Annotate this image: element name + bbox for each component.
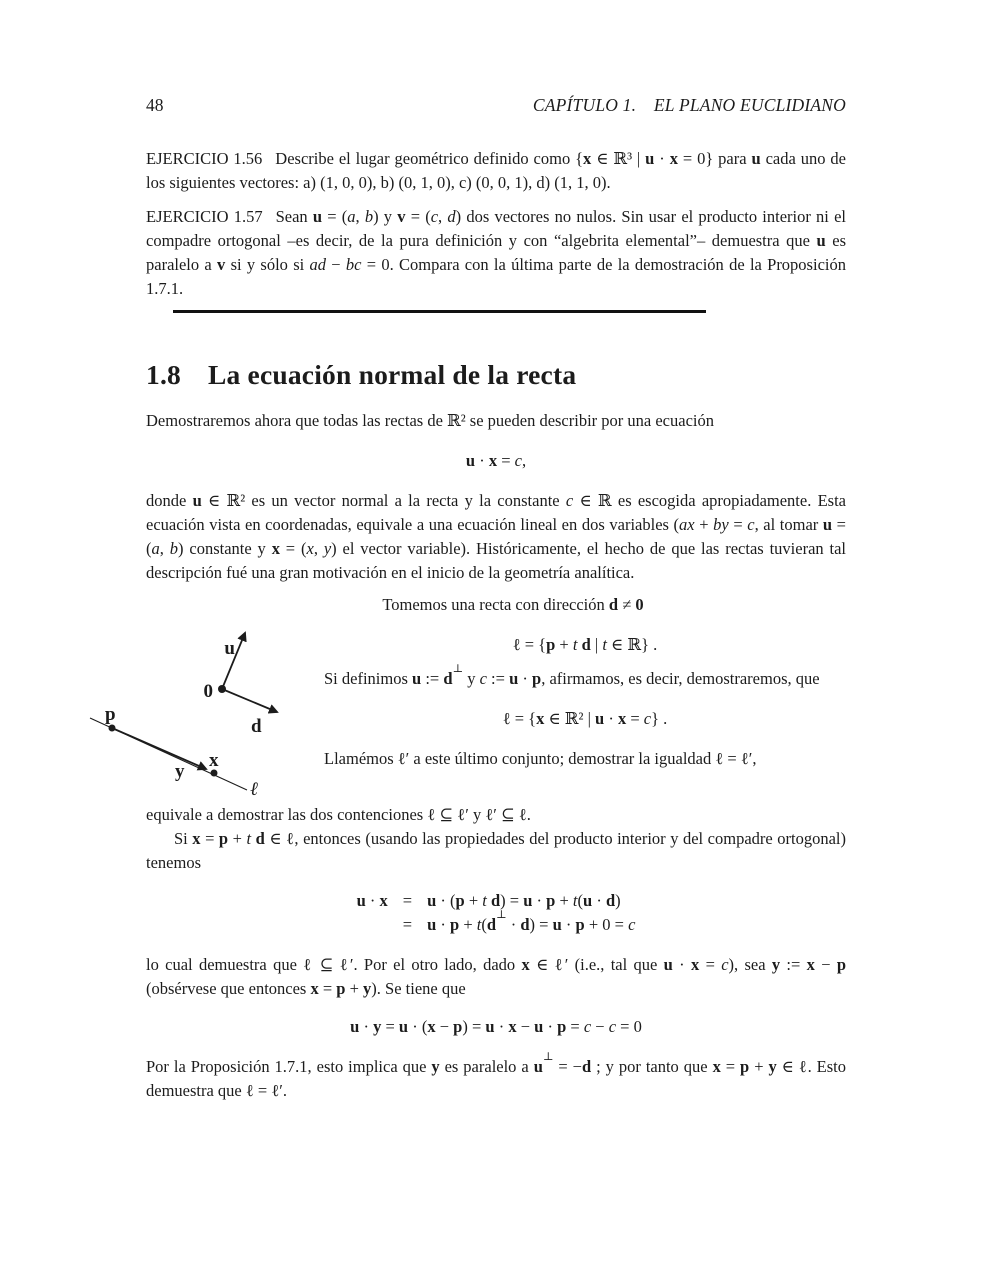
label-origin: 0 xyxy=(203,681,213,702)
aligned-equations xyxy=(357,889,636,937)
text-column xyxy=(105,93,847,1103)
exercise-label: EJERCICIO 1.56 xyxy=(146,149,263,168)
paragraph-donde: donde u ∈ ℝ² es un vector normal a la recta y la constante c ∈ ℝ es escogida apropiadamente. Esta ecuación vista en coordenadas, equivale a una ecuación lineal en dos variables (ax + by = c, al tomar u = (a, b) constante y x = (x, y) el vector variable). Históricamente, el hecho de que las rectas tuvieran tal descripción fué una gran motivación en el inicio de la geometría analítica. xyxy=(146,491,847,582)
vector-d-arrow xyxy=(222,689,277,712)
equation-relation: = xyxy=(402,915,413,934)
page-number: 48 xyxy=(146,95,164,115)
exercise-1-57 xyxy=(146,205,846,301)
equation-line-parametric: ℓ = {p + t d | t ∈ ℝ} . xyxy=(512,635,658,654)
exercise-text: Describe el lugar geométrico definido como {x ∈ ℝ³ | u · x = 0} para u cada uno de los siguientes vectores: a) (1, 0, 0), b) (0, 1, 0), c) (0, 0, 1), d) (1, 1, 0). xyxy=(146,149,846,192)
paragraph-llamemos-2: equivale a demostrar las dos contenciones ℓ ⊆ ℓ′ y ℓ′ ⊆ ℓ. xyxy=(146,805,531,824)
paragraph-llamemos-1: Llamémos ℓ′ a este último conjunto; demostrar la igualdad ℓ = ℓ′, xyxy=(324,749,757,768)
paragraph-intro: Demostraremos ahora que todas las rectas de ℝ² se pueden describir por una ecuación xyxy=(146,411,714,430)
equation-lhs: u · x xyxy=(356,891,388,910)
exercise-1-56 xyxy=(146,147,846,195)
running-header xyxy=(146,93,846,117)
separator-rule xyxy=(173,310,706,313)
point-p-dot xyxy=(109,725,116,732)
equation-line-normal-set: ℓ = {x ∈ ℝ² | u · x = c} . xyxy=(502,709,668,728)
exercise-text: Sean u = (a, b) y v = (c, d) dos vectores no nulos. Sin usar el producto interior ni el compadre ortogonal –es decir, de la pura definición y con “algebrita elemental”– demuestra que u es paralelo a v si y sólo si ad − bc = 0. Compara con la última parte de la demostración de la Proposición 1.7.1. xyxy=(146,207,846,298)
vector-figure xyxy=(85,611,300,803)
equation-uy: u · y = u · (x − p) = u · x − u · p = c − c = 0 xyxy=(350,1017,642,1036)
section-heading xyxy=(146,359,846,391)
paragraph-si-definimos: Si definimos u := d⊥ y c := u · p, afirmamos, es decir, demostraremos, que xyxy=(324,663,820,688)
chapter-header: CAPÍTULO 1. EL PLANO EUCLIDIANO xyxy=(532,95,846,115)
equation-relation: = xyxy=(402,891,413,910)
label-p: p xyxy=(105,704,116,725)
equation-normal-form: u · x = c, xyxy=(465,451,527,470)
vector-figure-svg xyxy=(85,611,300,803)
exercise-label: EJERCICIO 1.57 xyxy=(146,207,263,226)
equation-lhs-empty xyxy=(357,913,388,937)
origin-dot xyxy=(218,685,226,693)
label-y: y xyxy=(175,761,185,782)
paragraph-lo-cual: lo cual demuestra que ℓ ⊆ ℓ′. Por el otro lado, dado x ∈ ℓ′ (i.e., tal que u · x = c), sea y := x − p (obsérvese que entonces x = p + y). Se tiene que xyxy=(146,955,847,998)
label-d: d xyxy=(251,716,262,737)
paragraph-si-x: Si x = p + t d ∈ ℓ, entonces (usando las propiedades del producto interior y del compadre ortogonal) tenemos xyxy=(146,829,846,872)
label-u: u xyxy=(224,638,235,659)
vector-y-arrow xyxy=(112,728,206,769)
paragraph-por-la: Por la Proposición 1.7.1, esto implica que y es paralelo a u⊥ = −d ; y por tanto que x = p + y ∈ ℓ. Esto demuestra que ℓ = ℓ′. xyxy=(146,1051,847,1100)
label-x: x xyxy=(209,750,219,771)
section-title: La ecuación normal de la recta xyxy=(207,359,577,390)
equation-rhs: u · p + t(d⊥ · d) = u · p + 0 = c xyxy=(427,909,636,934)
section-number: 1.8 xyxy=(146,359,181,390)
paragraph-tomemos: Tomemos una recta con dirección d ≠ 0 xyxy=(382,595,644,614)
label-line-l: ℓ xyxy=(250,778,258,800)
equation-rhs: u · (p + t d) = u · p + t(u · d) xyxy=(427,891,621,910)
